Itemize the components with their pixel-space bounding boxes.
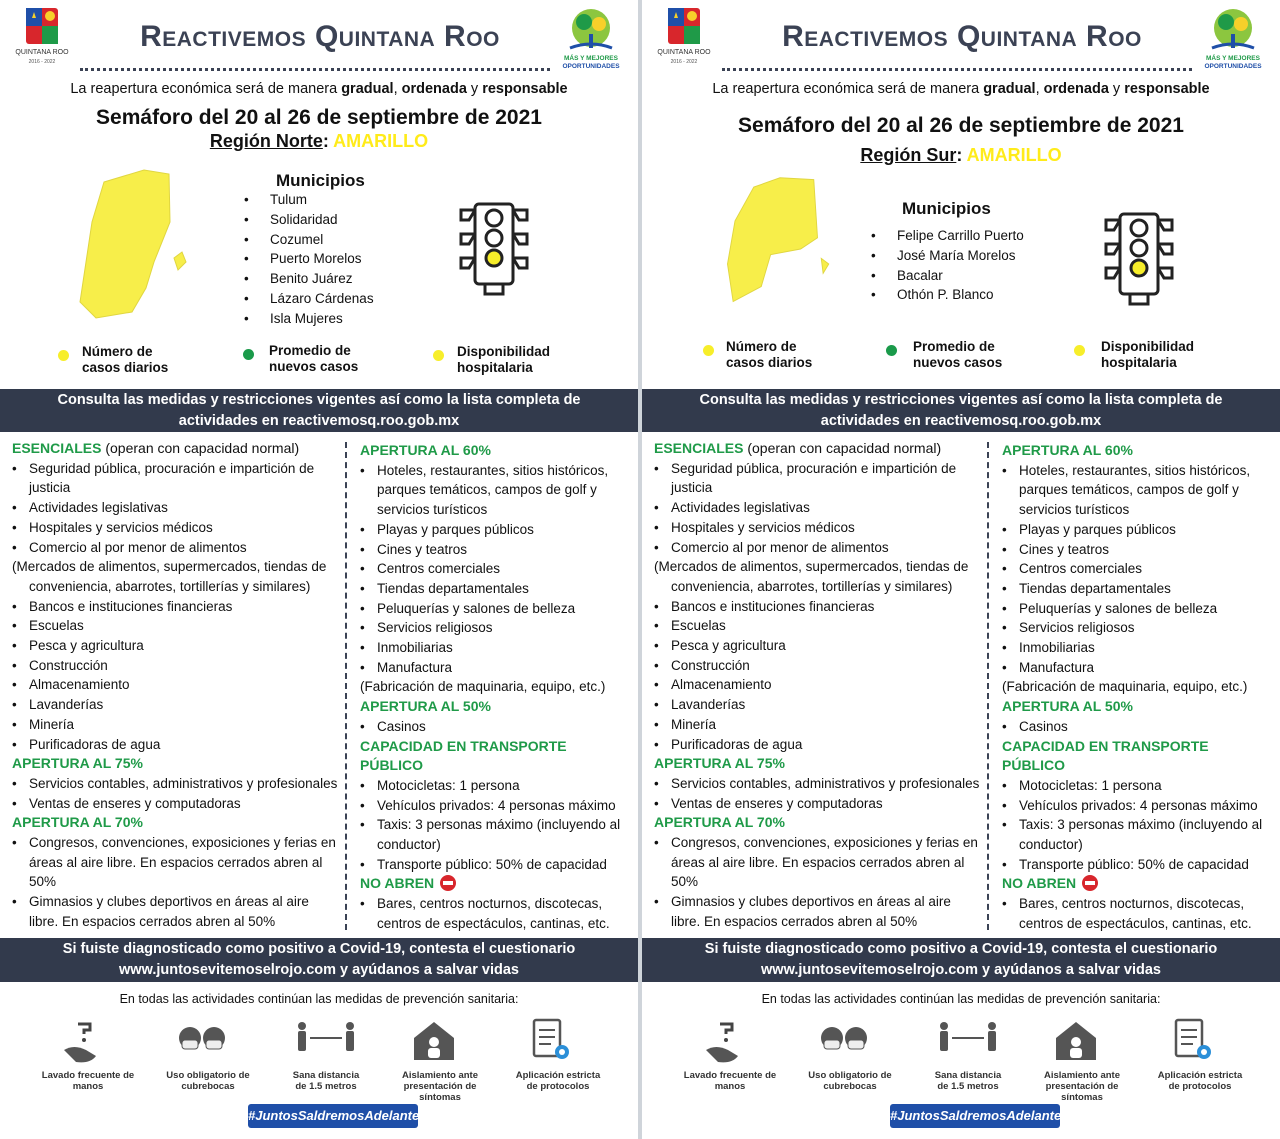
apertura-70-item: • Gimnasios y clubes deportivos en áreas al aire [654, 892, 984, 912]
prevention-label-line: de 1.5 metros [937, 1081, 999, 1092]
esencial-item: • Almacenamiento [12, 675, 342, 695]
esencial-item: • Hospitales y servicios médicos [12, 518, 342, 538]
municipios-list [871, 226, 1024, 305]
consulta-banner [0, 389, 638, 432]
region-map-shape [80, 170, 186, 318]
transporte-heading: CAPACIDAD EN TRANSPORTE PÚBLICO [360, 737, 567, 774]
icon-shape [429, 1037, 439, 1047]
no-abren-heading [1002, 874, 1274, 894]
column-divider [345, 442, 347, 930]
no-abren-item: centros de espectáculos, cantinas, etc. [1019, 915, 1252, 931]
indicator-label-line: hospitalaria [457, 359, 533, 375]
prevention-label-line: manos [72, 1081, 104, 1092]
no-abren-item: • Bares, centros nocturnos, discotecas, [1002, 894, 1274, 914]
apertura-60-item: • Tiendas departamentales [360, 579, 632, 599]
region-map-shape [728, 178, 829, 302]
prevention-measure [266, 1016, 386, 1092]
esencial-item: • Pesca y agricultura [654, 636, 984, 656]
mas-y-mejores-oportunidades-logo [1198, 6, 1268, 72]
apertura-70-item: 50% [671, 874, 699, 890]
prevention-measure-label [790, 1070, 910, 1092]
icon-shape [346, 1022, 354, 1030]
apertura-60-item: • Playas y parques públicos [360, 520, 632, 540]
no-abren-title: NO ABREN [1002, 875, 1077, 892]
esencial-item: • Minería [12, 715, 342, 735]
apertura-60-item: • Playas y parques públicos [1002, 520, 1274, 540]
apertura-60-item: (Fabricación de maquinaria, equipo, etc.) [360, 679, 606, 695]
subtitle-gradual: gradual [341, 81, 394, 97]
municipios-list [244, 190, 374, 329]
traffic-light-icon [1100, 210, 1178, 310]
esencial-item: • Actividades legislativas [654, 498, 984, 518]
icon-shape [346, 1031, 354, 1051]
indicator-label [82, 344, 168, 375]
esencial-item: • Escuelas [654, 616, 984, 636]
semaforo-dates: Semáforo del 20 al 26 de septiembre de 2021 [96, 106, 542, 129]
apertura-70-item: áreas al aire libre. En espacios cerrados abren al [29, 854, 323, 870]
esencial-item: justicia [671, 480, 713, 496]
icon-shape [1070, 1048, 1082, 1058]
municipio-item: • Cozumel [244, 230, 374, 250]
esenciales-note: (operan con capacidad normal) [101, 440, 300, 456]
prevention-measure-label [498, 1070, 618, 1092]
icon-shape [1201, 1049, 1207, 1055]
apertura-60-item: • Cines y teatros [1002, 540, 1274, 560]
apertura-60-item: • Manufactura [360, 658, 632, 678]
apertura-75-heading: APERTURA AL 75% [12, 755, 143, 772]
prevention-label-line: Lavado frecuente de [683, 1070, 777, 1081]
transporte-item: • Motocicletas: 1 persona [1002, 776, 1274, 796]
indicator-label [913, 339, 1002, 370]
apertura-50-heading: APERTURA AL 50% [360, 698, 491, 715]
apertura-50-heading: APERTURA AL 50% [1002, 698, 1133, 715]
page-title: Reactivemos Quintana Roo [140, 20, 500, 53]
prevention-label-line: de protocolos [1168, 1081, 1232, 1092]
esencial-item: • Lavanderías [12, 695, 342, 715]
apertura-60-heading: APERTURA AL 60% [360, 442, 491, 458]
icon-shape [706, 1047, 738, 1062]
icon-shape [428, 1048, 440, 1058]
prevention-measure [28, 1016, 148, 1092]
icon-shape [559, 1049, 565, 1055]
transporte-item: conductor) [377, 837, 441, 853]
apertura-70-item: 50% [29, 874, 57, 890]
municipio-item: • Othón P. Blanco [871, 285, 1024, 305]
consulta-line-2[interactable]: actividades en reactivemosq.roo.gob.mx [178, 413, 460, 429]
esencial-item: • Seguridad pública, procuración e impartición de [12, 459, 342, 479]
apertura-75-item: • Ventas de enseres y computadoras [654, 794, 984, 814]
mas-y-mejores-oportunidades-logo [556, 6, 626, 72]
prevention-label-line: Aislamiento ante [401, 1070, 479, 1081]
apertura-70-heading: APERTURA AL 70% [654, 814, 785, 831]
indicator-label-line: nuevos casos [913, 354, 1003, 370]
prevention-measure [380, 1016, 500, 1103]
indicator-label-line: Disponibilidad [1101, 339, 1194, 354]
right-activities-column [1002, 441, 1274, 934]
esencial-item: • Comercio al por menor de alimentos [654, 538, 984, 558]
prevention-label-line: presentación de [403, 1081, 477, 1092]
indicator-label-line: Número de [726, 339, 797, 354]
apertura-60-item: • Centros comerciales [360, 559, 632, 579]
covid-line-2[interactable]: www.juntosevitemoselrojo.com y ayúdanos a salvar vidas [761, 962, 1161, 978]
prevention-measure [908, 1016, 1028, 1092]
traffic-light-icon [455, 200, 533, 300]
apertura-60-item: (Fabricación de maquinaria, equipo, etc.) [1002, 679, 1248, 695]
apertura-70-item: libre. En espacios cerrados abren al 50% [29, 913, 276, 929]
handwash-icon [698, 1016, 762, 1066]
subtitle-comma: , [1035, 81, 1044, 97]
prevention-measure-label [380, 1070, 500, 1103]
icon-shape [824, 1040, 840, 1049]
icon-shape [1071, 1037, 1081, 1047]
prevention-label-line: presentación de [1045, 1081, 1119, 1092]
esencial-item: • Pesca y agricultura [12, 636, 342, 656]
protocol-icon [526, 1016, 590, 1066]
esencial-item: conveniencia, abarrotes, tortillerías y similares) [671, 578, 953, 594]
consulta-banner [642, 389, 1280, 432]
esencial-item: • Construcción [12, 656, 342, 676]
esencial-item: • Lavanderías [654, 695, 984, 715]
apertura-75-item: • Servicios contables, administrativos y profesionales [12, 774, 342, 794]
svg-text:QUINTANA ROO: QUINTANA ROO [15, 49, 69, 56]
esencial-item: • Hospitales y servicios médicos [654, 518, 984, 538]
region-name: Región Norte [209, 131, 323, 151]
prevention-caption: En todas las actividades continúan las medidas de prevención sanitaria: [761, 992, 1161, 1006]
prevention-measure [1140, 1016, 1260, 1092]
indicator-label-line: hospitalaria [1101, 354, 1177, 370]
municipio-item: • Lázaro Cárdenas [244, 289, 374, 309]
hashtag-badge: #JuntosSaldremosAdelante [248, 1104, 418, 1128]
municipio-item: • Puerto Morelos [244, 249, 374, 269]
prevention-label-line: Uso obligatorio de [808, 1070, 892, 1081]
esencial-item: conveniencia, abarrotes, tortillerías y similares) [29, 578, 311, 594]
esencial-item: • Purificadoras de agua [654, 735, 984, 755]
transporte-item: • Taxis: 3 personas máximo (incluyendo al [360, 815, 632, 835]
apertura-60-item: parques temáticos, campos de golf y [377, 482, 597, 498]
region-name: Región Sur [860, 145, 957, 165]
title-dotted-rule [722, 68, 1192, 71]
apertura-60-item: parques temáticos, campos de golf y [1019, 482, 1239, 498]
semaforo-dates: Semáforo del 20 al 26 de septiembre de 2021 [738, 114, 1184, 137]
indicator-status-dot [1074, 345, 1085, 356]
region-map [74, 162, 194, 322]
transporte-item: conductor) [1019, 837, 1083, 853]
apertura-60-item: • Inmobiliarias [360, 638, 632, 658]
handwash-icon [56, 1016, 120, 1066]
indicator-status-dot [433, 350, 444, 361]
prevention-measure [1022, 1016, 1142, 1103]
prevention-measure [790, 1016, 910, 1092]
indicator-status-dot [886, 345, 897, 356]
consulta-line-2[interactable]: actividades en reactivemosq.roo.gob.mx [820, 413, 1102, 429]
prevention-label-line: de protocolos [526, 1081, 590, 1092]
municipios-title: Municipios [902, 199, 991, 218]
apertura-70-item: • Congresos, convenciones, exposiciones y ferias en [12, 833, 342, 853]
mask-icon [176, 1016, 240, 1066]
quintana-roo-coat-of-arms-logo [8, 6, 76, 68]
covid-line-1: Si fuiste diagnosticado como positivo a Covid-19, contesta el cuestionario [62, 941, 576, 957]
prevention-label-line: manos [714, 1081, 746, 1092]
region-color-status: AMARILLO [333, 131, 429, 151]
icon-shape [182, 1040, 198, 1049]
indicator-label [1101, 339, 1194, 370]
esenciales-title: ESENCIALES [12, 440, 102, 456]
esencial-item: • Purificadoras de agua [12, 735, 342, 755]
indicator-status-dot [703, 345, 714, 356]
transporte-item: • Transporte público: 50% de capacidad [1002, 855, 1274, 875]
esencial-item: • Actividades legislativas [12, 498, 342, 518]
apertura-60-item: • Inmobiliarias [1002, 638, 1274, 658]
apertura-60-item: • Cines y teatros [360, 540, 632, 560]
indicator-label-line: nuevos casos [269, 358, 359, 374]
title-dotted-rule [80, 68, 550, 71]
icon-shape [298, 1031, 306, 1051]
transporte-item: • Transporte público: 50% de capacidad [360, 855, 632, 875]
poster-norte [0, 0, 638, 1139]
icon-shape [940, 1022, 948, 1030]
indicator-status-dot [58, 350, 69, 361]
indicator-label [726, 339, 812, 370]
prevention-label-line: de 1.5 metros [295, 1081, 357, 1092]
column-divider [987, 442, 989, 930]
indicator-label-line: Promedio de [913, 339, 995, 354]
indicator-label-line: Promedio de [269, 343, 351, 358]
apertura-70-item: libre. En espacios cerrados abren al 50% [671, 913, 918, 929]
municipio-item: • Felipe Carrillo Puerto [871, 226, 1024, 246]
no-entry-icon [440, 875, 456, 891]
mask-icon [818, 1016, 882, 1066]
consulta-line-1: Consulta las medidas y restricciones vigentes así como la lista completa de [699, 392, 1223, 408]
transporte-heading: CAPACIDAD EN TRANSPORTE PÚBLICO [1002, 737, 1209, 774]
apertura-60-heading: APERTURA AL 60% [1002, 442, 1133, 458]
protocol-icon [1168, 1016, 1232, 1066]
apertura-70-item: • Congresos, convenciones, exposiciones y ferias en [654, 833, 984, 853]
indicator-label-line: casos diarios [82, 359, 169, 375]
prevention-measure-label [1022, 1070, 1142, 1103]
home-isolation-icon [1050, 1016, 1114, 1066]
icon-shape [940, 1031, 948, 1051]
reopening-subtitle [0, 81, 638, 97]
covid-questionnaire-banner [642, 938, 1280, 982]
prevention-label-line: cubrebocas [181, 1081, 235, 1092]
left-activities-column [654, 439, 984, 932]
subtitle-responsable: responsable [1124, 81, 1210, 97]
region-color-status: AMARILLO [966, 145, 1062, 165]
apertura-60-item: • Servicios religiosos [1002, 618, 1274, 638]
distance-icon [294, 1016, 358, 1066]
esenciales-heading [654, 439, 984, 459]
icon-shape [298, 1022, 306, 1030]
indicator-label [457, 344, 550, 375]
region-heading: Región Norte: AMARILLO [209, 131, 429, 151]
icon-shape [206, 1040, 222, 1049]
apertura-60-item: • Hoteles, restaurantes, sitios históricos, [360, 461, 632, 481]
municipio-item: • Isla Mujeres [244, 309, 374, 329]
esencial-item: • Bancos e instituciones financieras [654, 597, 984, 617]
indicator-label-line: Número de [82, 344, 153, 359]
region-map [720, 174, 840, 324]
subtitle-comma: , [393, 81, 402, 97]
subtitle-text: La reapertura económica será de manera [70, 81, 342, 97]
prevention-label-line: síntomas [1061, 1092, 1103, 1103]
esencial-item: • Almacenamiento [654, 675, 984, 695]
indicator-status-dot [243, 349, 254, 360]
apertura-70-item: áreas al aire libre. En espacios cerrados abren al [671, 854, 965, 870]
prevention-label-line: síntomas [419, 1092, 461, 1103]
municipio-item: • Bacalar [871, 266, 1024, 286]
quintana-roo-coat-of-arms-logo [650, 6, 718, 68]
prevention-label-line: Sana distancia [934, 1070, 1002, 1081]
prevention-measure-label [1140, 1070, 1260, 1092]
prevention-measure-label [28, 1070, 148, 1092]
esencial-item: justicia [29, 480, 71, 496]
no-abren-item: • Bares, centros nocturnos, discotecas, [360, 894, 632, 914]
transporte-item: • Motocicletas: 1 persona [360, 776, 632, 796]
consulta-line-1: Consulta las medidas y restricciones vigentes así como la lista completa de [57, 392, 581, 408]
subtitle-ordenada: ordenada [401, 81, 467, 97]
subtitle-gradual: gradual [983, 81, 1036, 97]
prevention-measure-label [148, 1070, 268, 1092]
municipio-item: • José María Morelos [871, 246, 1024, 266]
covid-line-2[interactable]: www.juntosevitemoselrojo.com y ayúdanos a salvar vidas [119, 962, 519, 978]
prevention-label-line: Sana distancia [292, 1070, 360, 1081]
region-heading: Región Sur: AMARILLO [860, 145, 1062, 165]
apertura-60-item: servicios turísticos [1019, 502, 1130, 518]
icon-shape [724, 1038, 728, 1042]
esencial-item: • Escuelas [12, 616, 342, 636]
apertura-75-item: • Servicios contables, administrativos y profesionales [654, 774, 984, 794]
prevention-measure [498, 1016, 618, 1092]
esencial-item: (Mercados de alimentos, supermercados, tiendas de [654, 559, 969, 575]
prevention-measure [670, 1016, 790, 1092]
prevention-label-line: Lavado frecuente de [41, 1070, 135, 1081]
svg-text:MÁS Y MEJORES: MÁS Y MEJORES [1206, 55, 1260, 62]
page-title: Reactivemos Quintana Roo [782, 20, 1142, 53]
prevention-caption: En todas las actividades continúan las medidas de prevención sanitaria: [119, 992, 519, 1006]
no-abren-heading [360, 874, 632, 894]
apertura-60-item: • Tiendas departamentales [1002, 579, 1274, 599]
poster-separator [638, 0, 642, 1139]
svg-text:OPORTUNIDADES: OPORTUNIDADES [562, 63, 620, 70]
no-entry-icon [1082, 875, 1098, 891]
apertura-60-item: • Centros comerciales [1002, 559, 1274, 579]
icon-shape [988, 1022, 996, 1030]
svg-text:2016 - 2022: 2016 - 2022 [670, 59, 698, 65]
apertura-70-heading: APERTURA AL 70% [12, 814, 143, 831]
apertura-75-heading: APERTURA AL 75% [654, 755, 785, 772]
subtitle-ordenada: ordenada [1043, 81, 1109, 97]
transporte-item: • Vehículos privados: 4 personas máximo [1002, 796, 1274, 816]
subtitle-text: La reapertura económica será de manera [712, 81, 984, 97]
municipio-item: • Tulum [244, 190, 374, 210]
transporte-item: • Vehículos privados: 4 personas máximo [360, 796, 632, 816]
right-activities-column [360, 441, 632, 934]
no-abren-title: NO ABREN [360, 875, 435, 892]
indicator-label [269, 343, 358, 374]
esencial-item: (Mercados de alimentos, supermercados, tiendas de [12, 559, 327, 575]
left-activities-column [12, 439, 342, 932]
prevention-label-line: cubrebocas [823, 1081, 877, 1092]
prevention-label-line: Uso obligatorio de [166, 1070, 250, 1081]
icon-shape [720, 1024, 732, 1034]
apertura-60-item: • Peluquerías y salones de belleza [1002, 599, 1274, 619]
subtitle-and: y [466, 81, 483, 97]
apertura-75-item: • Ventas de enseres y computadoras [12, 794, 342, 814]
prevention-measure [148, 1016, 268, 1092]
esenciales-note: (operan con capacidad normal) [743, 440, 942, 456]
esencial-item: • Seguridad pública, procuración e impartición de [654, 459, 984, 479]
subtitle-and: y [1108, 81, 1125, 97]
prevention-measure-label [908, 1070, 1028, 1092]
municipios-title: Municipios [276, 171, 365, 190]
svg-text:MÁS Y MEJORES: MÁS Y MEJORES [564, 55, 618, 62]
prevention-label-line: Aplicación estricta [1157, 1070, 1243, 1081]
no-abren-item: centros de espectáculos, cantinas, etc. [377, 915, 610, 931]
apertura-60-item: • Hoteles, restaurantes, sitios históricos, [1002, 461, 1274, 481]
icon-shape [78, 1024, 90, 1034]
icon-shape [848, 1040, 864, 1049]
esenciales-heading [12, 439, 342, 459]
covid-line-1: Si fuiste diagnosticado como positivo a Covid-19, contesta el cuestionario [704, 941, 1218, 957]
home-isolation-icon [408, 1016, 472, 1066]
svg-text:OPORTUNIDADES: OPORTUNIDADES [1204, 63, 1262, 70]
prevention-label-line: Aplicación estricta [515, 1070, 601, 1081]
svg-text:2016 - 2022: 2016 - 2022 [28, 59, 56, 65]
esencial-item: • Comercio al por menor de alimentos [12, 538, 342, 558]
apertura-50-item: • Casinos [1002, 717, 1274, 737]
reopening-subtitle [642, 81, 1280, 97]
icon-shape [82, 1038, 86, 1042]
esencial-item: • Minería [654, 715, 984, 735]
subtitle-responsable: responsable [482, 81, 568, 97]
hashtag-badge: #JuntosSaldremosAdelante [890, 1104, 1060, 1128]
prevention-label-line: Aislamiento ante [1043, 1070, 1121, 1081]
prevention-measure-label [670, 1070, 790, 1092]
covid-questionnaire-banner [0, 938, 638, 982]
poster-sur [642, 0, 1280, 1139]
apertura-60-item: • Peluquerías y salones de belleza [360, 599, 632, 619]
distance-icon [936, 1016, 1000, 1066]
indicator-label-line: casos diarios [726, 354, 813, 370]
apertura-50-item: • Casinos [360, 717, 632, 737]
esenciales-title: ESENCIALES [654, 440, 744, 456]
municipio-item: • Benito Juárez [244, 269, 374, 289]
municipio-item: • Solidaridad [244, 210, 374, 230]
apertura-60-item: servicios turísticos [377, 502, 488, 518]
indicator-label-line: Disponibilidad [457, 344, 550, 359]
esencial-item: • Bancos e instituciones financieras [12, 597, 342, 617]
apertura-70-item: • Gimnasios y clubes deportivos en áreas al aire [12, 892, 342, 912]
prevention-measure-label [266, 1070, 386, 1092]
transporte-item: • Taxis: 3 personas máximo (incluyendo al [1002, 815, 1274, 835]
esencial-item: • Construcción [654, 656, 984, 676]
apertura-60-item: • Manufactura [1002, 658, 1274, 678]
icon-shape [988, 1031, 996, 1051]
apertura-60-item: • Servicios religiosos [360, 618, 632, 638]
icon-shape [64, 1047, 96, 1062]
svg-text:QUINTANA ROO: QUINTANA ROO [657, 49, 711, 56]
